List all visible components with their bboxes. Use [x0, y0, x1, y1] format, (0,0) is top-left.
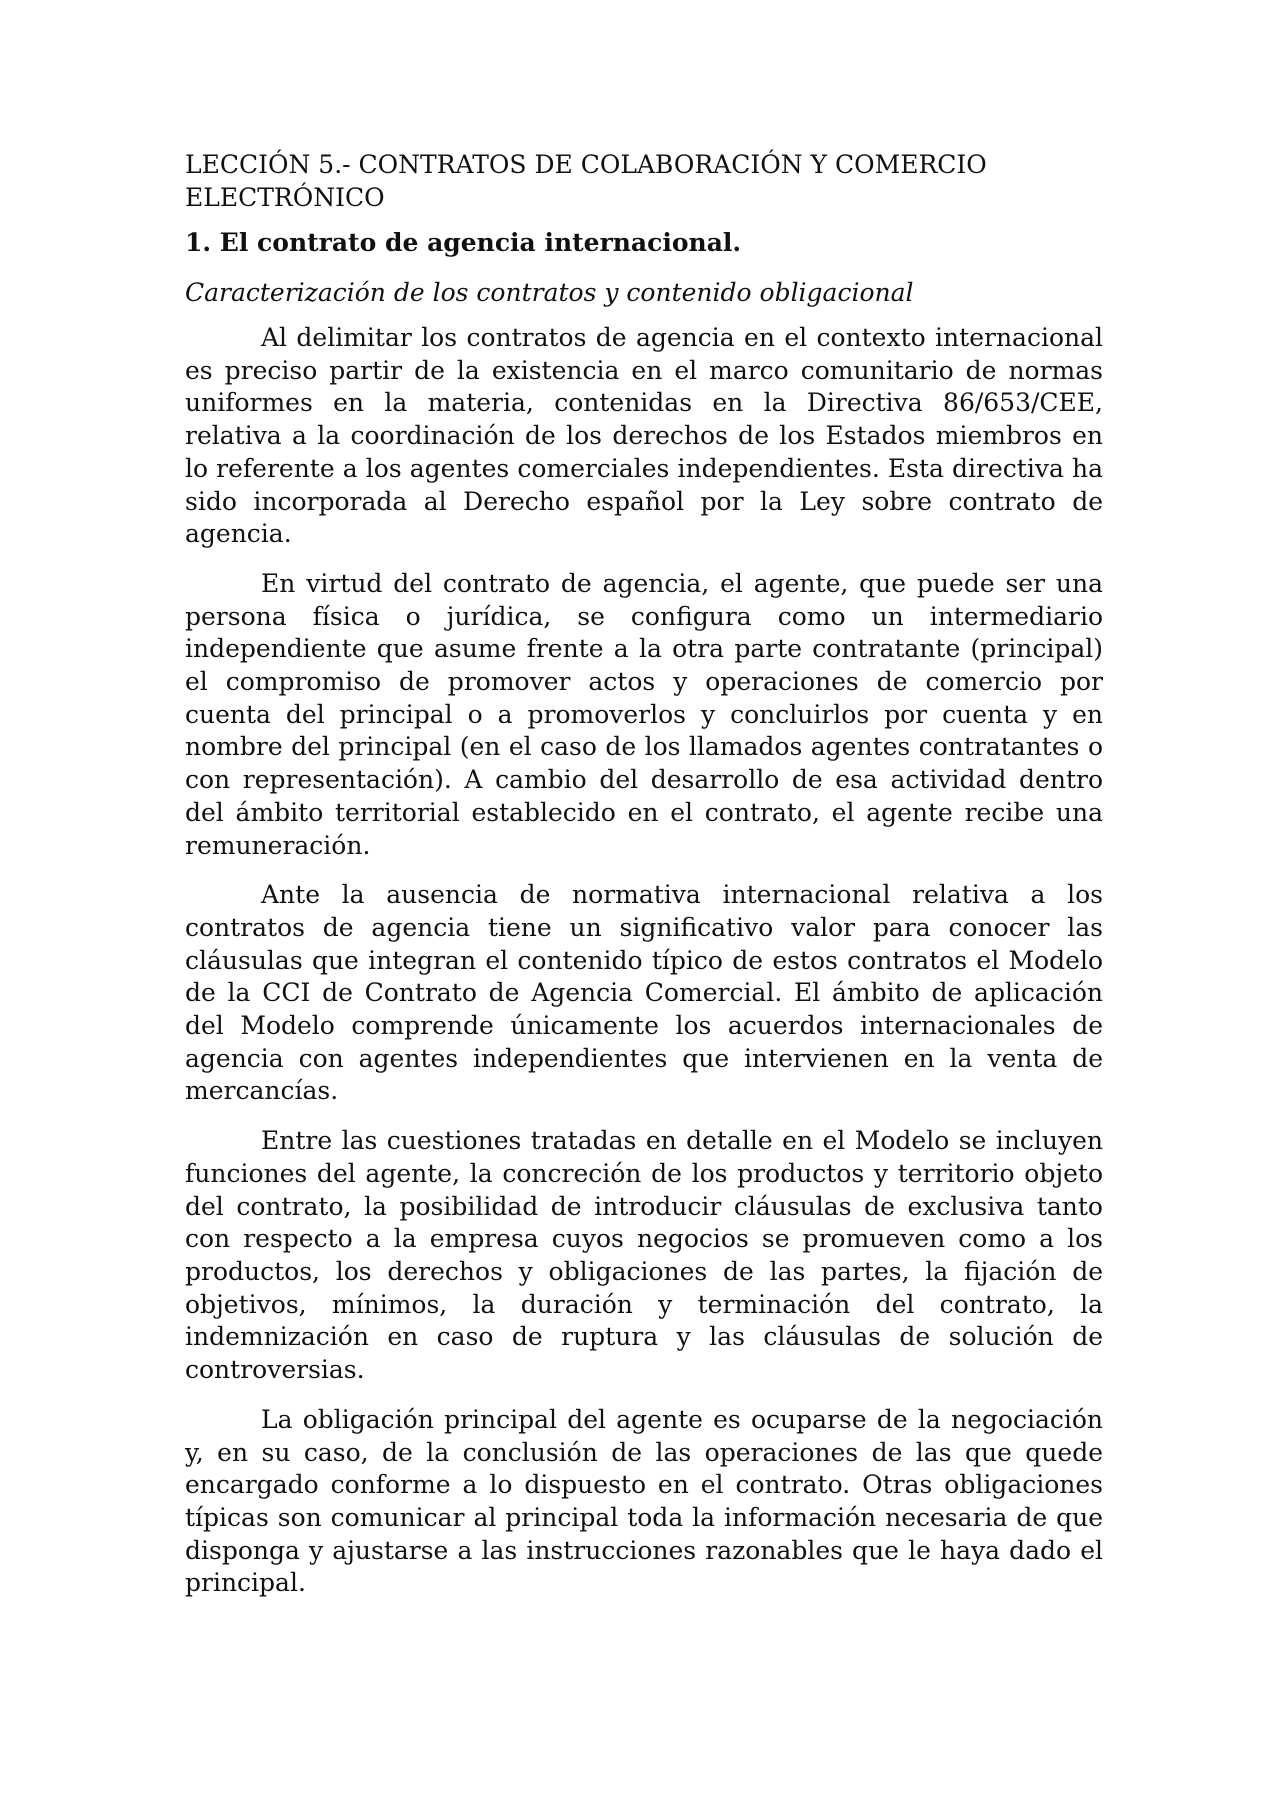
- paragraph-5: La obligación principal del agente es ocuparse de la negociación y, en su caso, de la conclusión de las operaciones de las que quede encargado conforme a lo dispuesto en el contrato. Otras obligaciones típicas son comunicar al principal toda la información necesaria de que disponga y ajustarse a las instrucciones razonables que le haya dado el principal.: [185, 1404, 1103, 1598]
- paragraph-1: Al delimitar los contratos de agencia en el contexto internacional es preciso partir de la existencia en el marco comunitario de normas uniformes en la materia, contenidas en la Directiva 86/653/CEE, relativa a la coordinación de los derechos de los Estados miembros en lo referente a los agentes comerciales independientes. Esta directiva ha sido incorporada al Derecho español por la Ley sobre contrato de agencia.: [185, 323, 1103, 549]
- paragraph-4: Entre las cuestiones tratadas en detalle en el Modelo se incluyen funciones del agente, la concreción de los productos y territorio objeto del contrato, la posibilidad de introducir cláusulas de exclusiva tanto con respecto a la empresa cuyos negocios se promueven como a los productos, los derechos y obligaciones de las partes, la fijación de objetivos, mínimos, la duración y terminación del contrato, la indemnización en caso de ruptura y las cláusulas de solución de controversias.: [185, 1126, 1103, 1385]
- paragraph-3: Ante la ausencia de normativa internacional relativa a los contratos de agencia tiene un significativo valor para conocer las cláusulas que integran el contenido típico de estos contratos el Modelo de la CCI de Contrato de Agencia Comercial. El ámbito de aplicación del Modelo comprende únicamente los acuerdos internacionales de agencia con agentes independientes que intervienen en la venta de mercancías.: [185, 880, 1103, 1106]
- lesson-title: LECCIÓN 5.- CONTRATOS DE COLABORACIÓN Y COMERCIO ELECTRÓNICO: [185, 150, 987, 212]
- section-heading: 1. El contrato de agencia internacional.: [185, 228, 742, 257]
- subsection-heading: Caracterización de los contratos y contenido obligacional: [185, 278, 914, 307]
- paragraph-2: En virtud del contrato de agencia, el agente, que puede ser una persona física o jurídica, se configura como un intermediario independiente que asume frente a la otra parte contratante (principal) el compromiso de promover actos y operaciones de comercio por cuenta del principal o a promoverlos y concluirlos por cuenta y en nombre del principal (en el caso de los llamados agentes contratantes o con representación). A cambio del desarrollo de esa actividad dentro del ámbito territorial establecido en el contrato, el agente recibe una remuneración.: [185, 568, 1103, 860]
- document-page: [185, 148, 1103, 1617]
